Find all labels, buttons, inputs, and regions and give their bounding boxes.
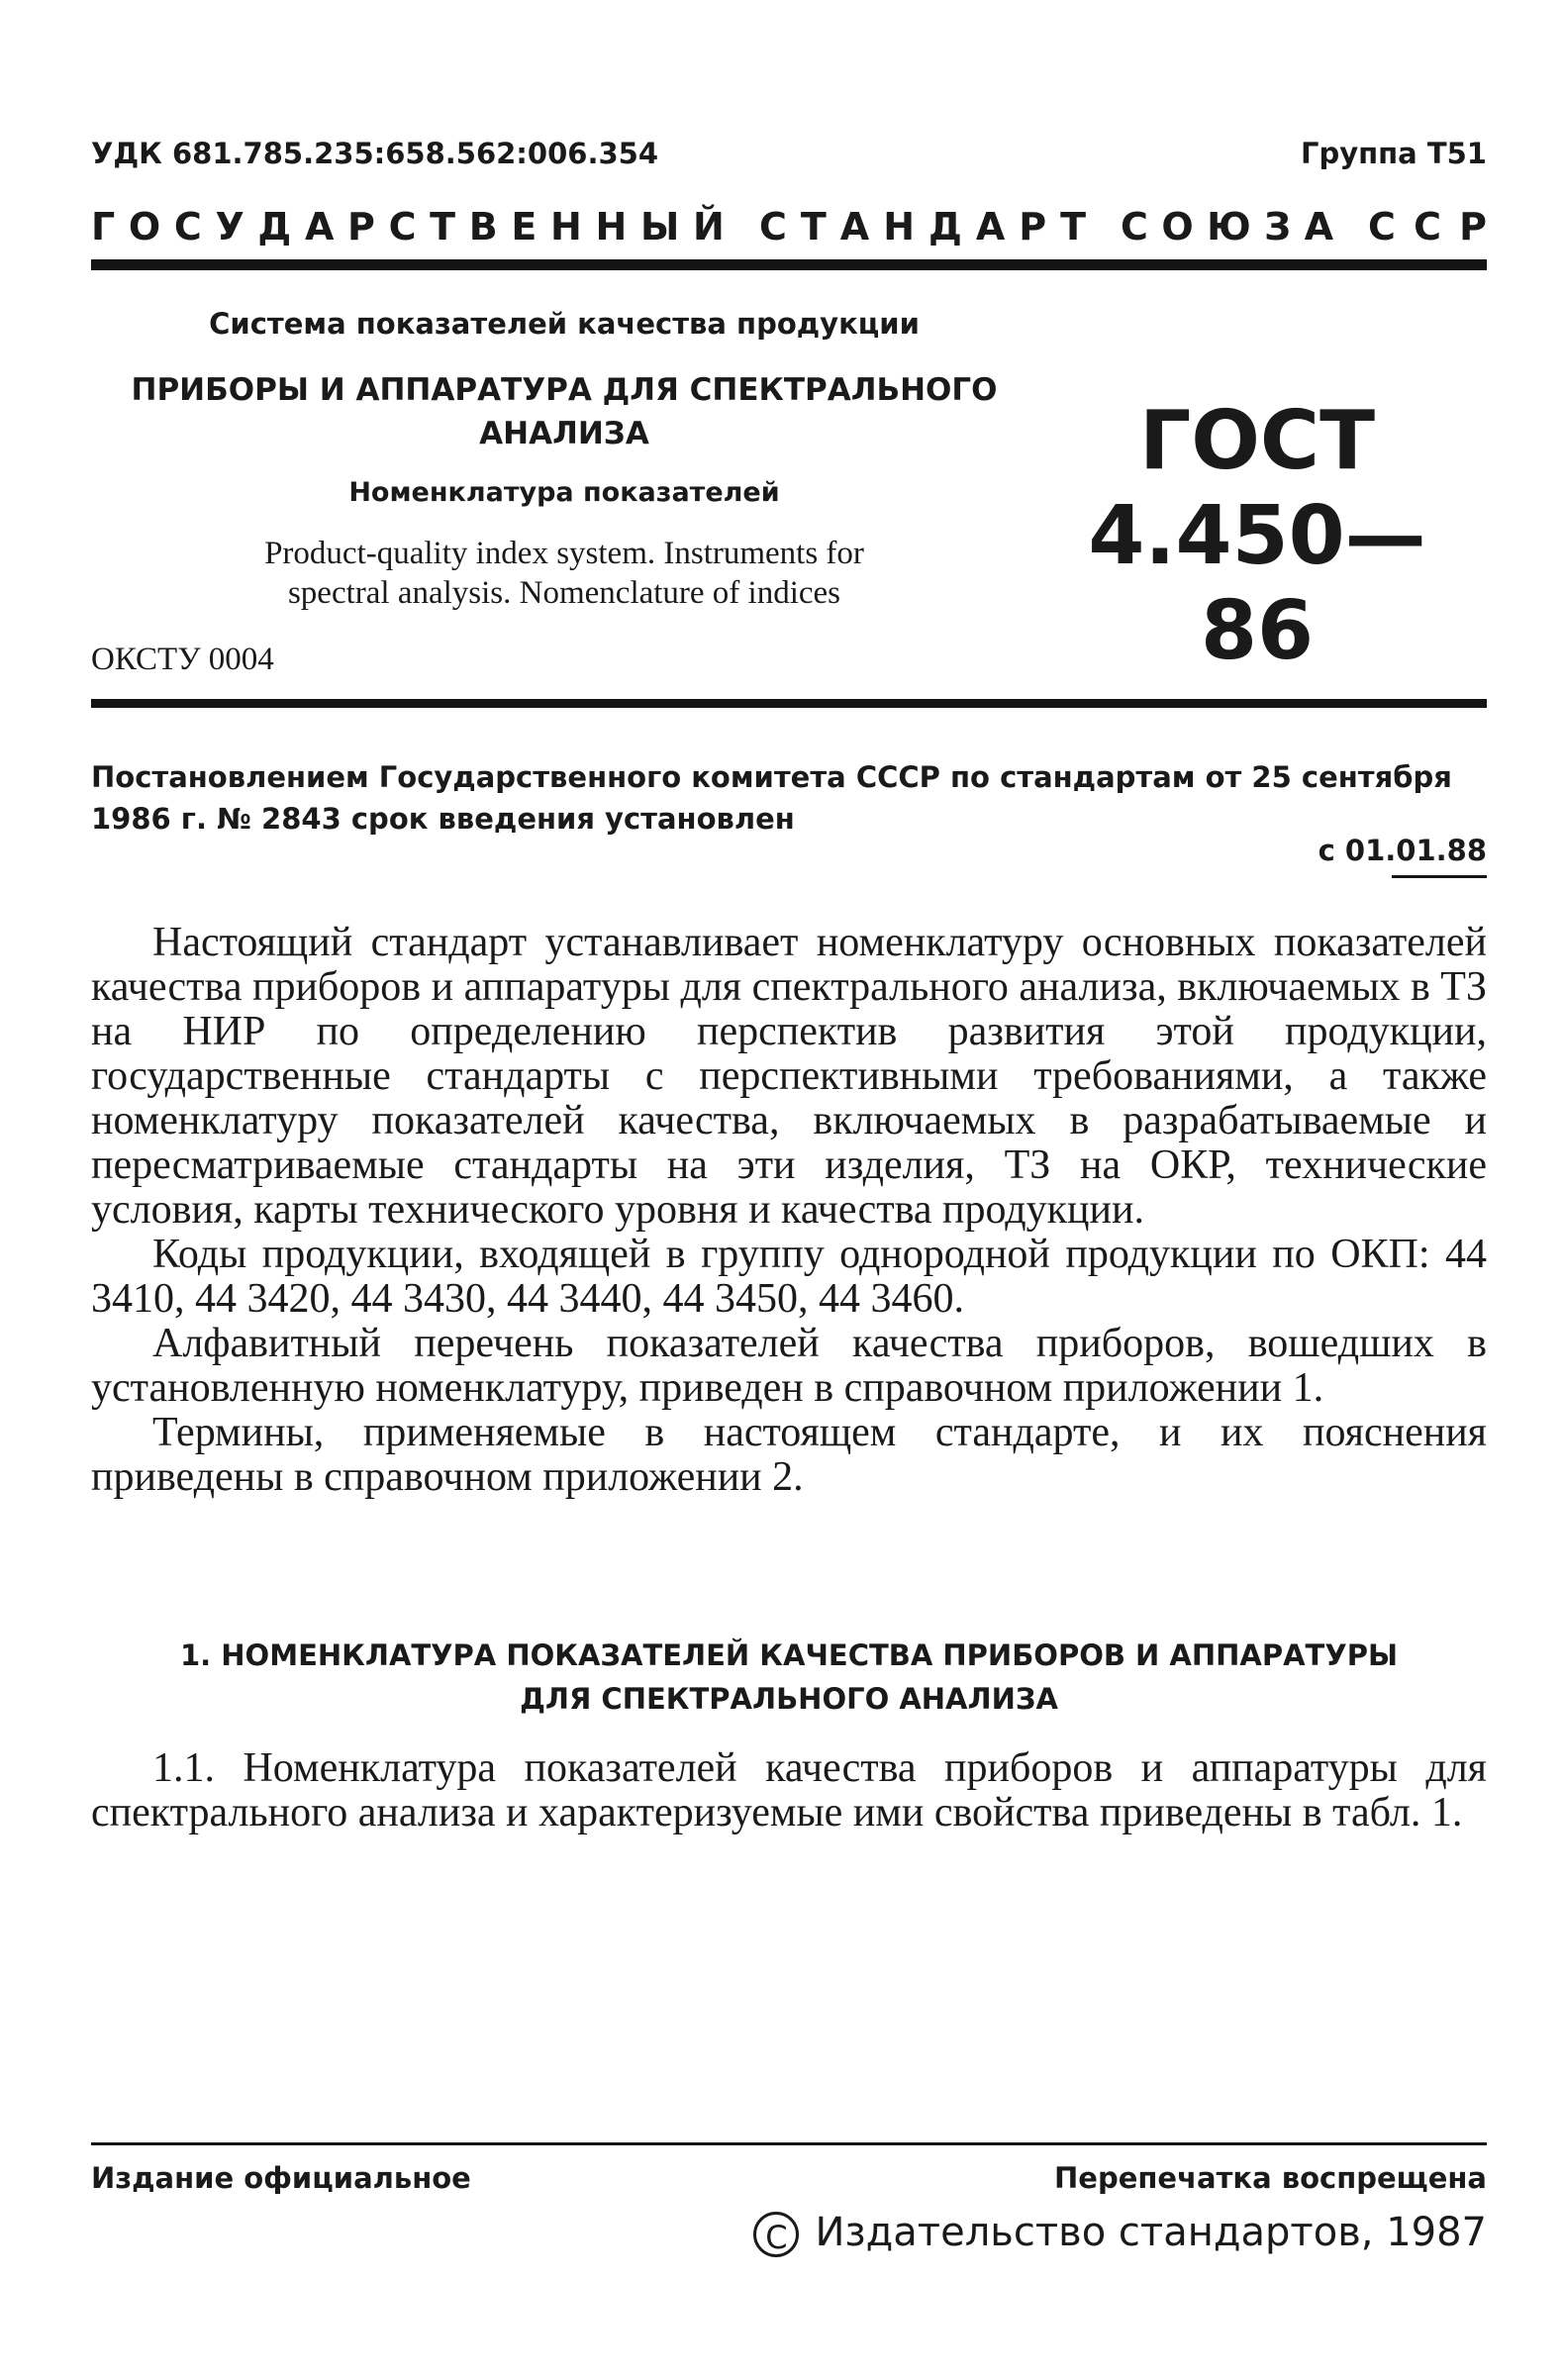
banner-letter: А: [975, 205, 1006, 248]
gost-code: 4.450—86: [1088, 489, 1426, 678]
section-heading-line-1: 1. НОМЕНКЛАТУРА ПОКАЗАТЕЛЕЙ КАЧЕСТВА ПРИБОРОВ И АППАРАТУРЫ: [180, 1638, 1398, 1672]
english-title: [129, 534, 1000, 613]
banner-letter: Н: [595, 205, 628, 248]
document-title: [129, 368, 1000, 455]
banner-letter: О: [1161, 205, 1194, 248]
section-1-body: [91, 1746, 1487, 1835]
banner-letter: А: [304, 205, 335, 248]
banner-letter: С: [388, 205, 417, 248]
banner-letter: Ю: [1207, 205, 1251, 248]
intro-paragraph-1: Настоящий стандарт устанавливает номенклатуру основных показателей качества приборов и аппаратуры для спектрального анализа, включаемых в ТЗ на НИР по определению перспектив развития этой продукции, государственные стандарты с перспективными требованиями, а также номенклатуру показателей качества, включаемых в разрабатываемые и пересматриваемые стандарты на эти изделия, ТЗ на ОКР, технические условия, карты технического уровня и качества продукции.: [91, 920, 1487, 1233]
gost-label: ГОСТ: [1138, 394, 1376, 488]
title-block: [129, 307, 1000, 613]
banner-letter: О: [128, 205, 161, 248]
reprint-prohibited-note: Перепечатка воспрещена: [1054, 2161, 1487, 2195]
section-heading-line-2: ДЛЯ СПЕКТРАЛЬНОГО АНАЛИЗА: [520, 1682, 1058, 1716]
banner-letter: Н: [550, 205, 582, 248]
english-title-line-2: spectral analysis. Nomenclature of indices: [287, 575, 841, 611]
banner-letter: Д: [928, 205, 962, 248]
banner-letter: Ы: [639, 205, 680, 248]
nomenclature-subtitle: Номенклатура показателей: [348, 477, 780, 508]
banner-letter: А: [1304, 205, 1333, 248]
okstu-code: ОКСТУ 0004: [91, 642, 274, 677]
banner-letter: З: [1264, 205, 1292, 248]
publisher-name: Издательство стандартов, 1987: [815, 2210, 1487, 2255]
date-underline: [1392, 875, 1487, 878]
banner-letter: Г: [91, 205, 116, 248]
banner-letter: С: [173, 205, 202, 248]
middle-divider: [91, 699, 1487, 708]
banner-word-2: [759, 205, 1086, 248]
banner-letter: Т: [800, 205, 827, 248]
banner-letter: С: [1368, 205, 1396, 248]
publisher-line: [752, 2210, 1487, 2257]
official-edition-note: Издание официальное: [91, 2161, 471, 2195]
udk-code: УДК 681.785.235:658.562:006.354: [91, 137, 658, 170]
intro-paragraph-2: Коды продукции, входящей в группу однородной продукции по ОКП: 44 3410, 44 3420, 44 3430, 44 3440, 44 3450, 44 3460.: [91, 1232, 1487, 1322]
state-standard-banner: [91, 205, 1487, 248]
banner-letter: Е: [511, 205, 537, 248]
banner-letter: Д: [257, 205, 292, 248]
section-1-heading: [91, 1634, 1487, 1721]
banner-word-1: [91, 205, 725, 248]
banner-letter: А: [839, 205, 870, 248]
banner-letter: С: [1414, 205, 1441, 248]
effective-date: с 01.01.88: [1318, 834, 1487, 867]
system-title: Система показателей качества продукции: [209, 307, 920, 341]
intro-paragraph-3: Алфавитный перечень показателей качества приборов, вошедших в установленную номенклатуру, приведен в справочном приложении 1.: [91, 1321, 1487, 1411]
banner-letter: С: [759, 205, 787, 248]
banner-letter: Т: [1060, 205, 1086, 248]
copyright-icon: C: [753, 2212, 799, 2257]
intro-body: [91, 921, 1487, 1500]
banner-letter: В: [468, 205, 498, 248]
decree-text: Постановлением Государственного комитета СССР по стандартам от 25 сентября 1986 г. № 2843 срок введения установлен: [91, 760, 1452, 836]
banner-letter: Н: [883, 205, 915, 248]
section-paragraph-1-1: 1.1. Номенклатура показателей качества приборов и аппаратуры для спектрального анализа и характеризуемые ими свойства приведены в табл. 1.: [91, 1745, 1487, 1835]
top-divider: [91, 259, 1487, 270]
banner-word-4: [1368, 205, 1487, 248]
banner-letter: Р: [347, 205, 375, 248]
footer-divider: [91, 2142, 1487, 2145]
gost-number: [1049, 394, 1465, 679]
english-title-line-1: Product-quality index system. Instruments for: [264, 536, 864, 571]
intro-paragraph-4: Термины, применяемые в настоящем стандарте, и их пояснения приведены в справочном приложении 2.: [91, 1410, 1487, 1500]
banner-letter: У: [215, 205, 244, 248]
group-code: Группа Т51: [1300, 137, 1487, 170]
banner-letter: С: [1121, 205, 1148, 248]
document-title-line-2: АНАЛИЗА: [479, 416, 649, 451]
banner-word-3: [1121, 205, 1333, 248]
banner-letter: Р: [1019, 205, 1047, 248]
banner-letter: Т: [430, 205, 456, 248]
header-row: [91, 137, 1487, 170]
document-title-line-1: ПРИБОРЫ И АППАРАТУРА ДЛЯ СПЕКТРАЛЬНОГО: [131, 372, 998, 408]
banner-letter: Й: [693, 205, 725, 248]
banner-letter: Р: [1459, 205, 1487, 248]
